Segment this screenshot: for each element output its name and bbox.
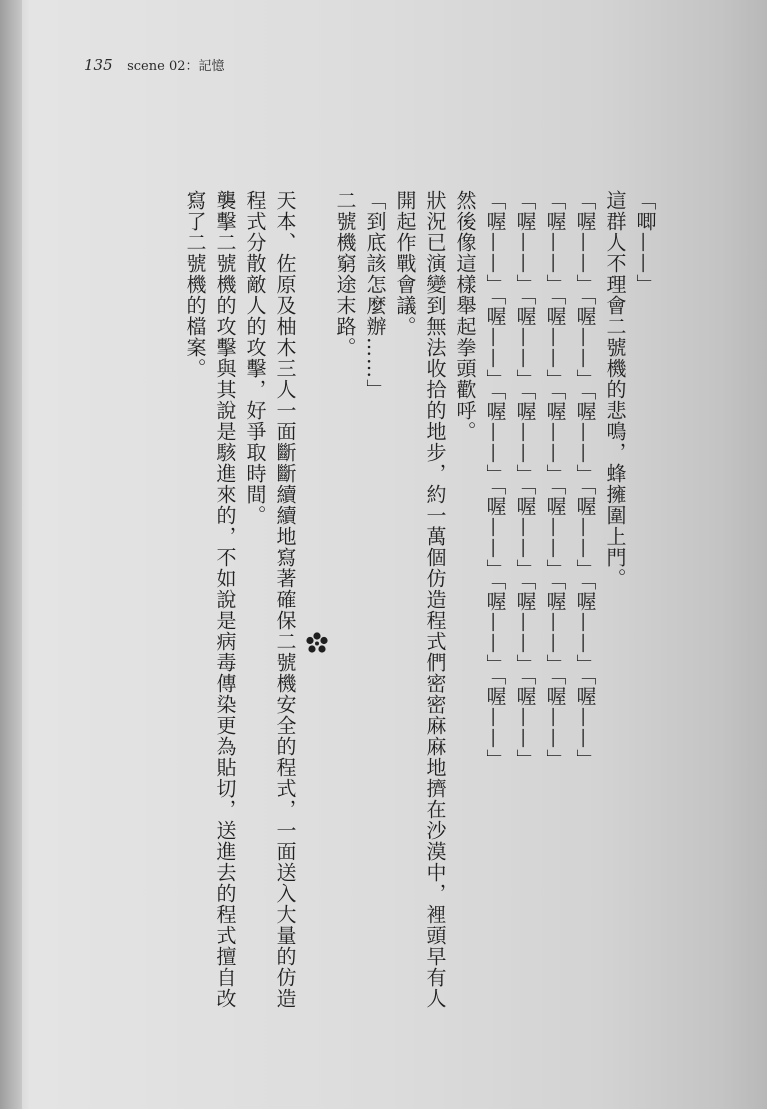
text-line: 「喔——」「喔——」「喔——」「喔——」「喔——」「喔——」 — [513, 190, 537, 770]
text-line: 二號機窮途末路。 — [333, 190, 357, 358]
text-line: 「喔——」「喔——」「喔——」「喔——」「喔——」「喔——」 — [543, 190, 567, 770]
text-line: 然後像這樣舉起拳頭歡呼。 — [453, 190, 477, 442]
section-break-ornament — [300, 190, 330, 990]
flower-ornament-icon — [304, 631, 330, 657]
running-header — [84, 55, 224, 75]
text-line: 寫了二號機的檔案。 — [183, 190, 207, 379]
chapter-title: scene 02：記憶 — [127, 59, 225, 74]
text-line: 狀況已演變到無法收拾的地步，約一萬個仿造程式們密密麻麻地擠在沙漠中，裡頭早有人 — [423, 190, 447, 1009]
vertical-text-body — [100, 190, 660, 1009]
text-line: 襲擊二號機的攻擊與其說是駭進來的，不如說是病毒傳染更為貼切，送進去的程式擅自改 — [213, 190, 237, 1009]
text-line: 「喔——」「喔——」「喔——」「喔——」「喔——」「喔——」 — [483, 190, 507, 770]
text-line: 這群人不理會二號機的悲鳴，蜂擁圍上門。 — [603, 190, 627, 589]
text-line: 「喔——」「喔——」「喔——」「喔——」「喔——」「喔——」 — [573, 190, 597, 770]
text-line: 「到底該怎麼辦……」 — [363, 190, 387, 400]
text-line: 程式分散敵人的攻擊，好爭取時間。 — [243, 190, 267, 526]
text-line: 「唧——」 — [633, 190, 657, 295]
page-number: 135 — [84, 56, 113, 74]
text-line: 天本、佐原及柚木三人一面斷斷續續地寫著確保二號機安全的程式，一面送入大量的仿造 — [273, 190, 297, 1009]
book-spine-shadow — [0, 0, 22, 1109]
text-line: 開起作戰會議。 — [393, 190, 417, 337]
